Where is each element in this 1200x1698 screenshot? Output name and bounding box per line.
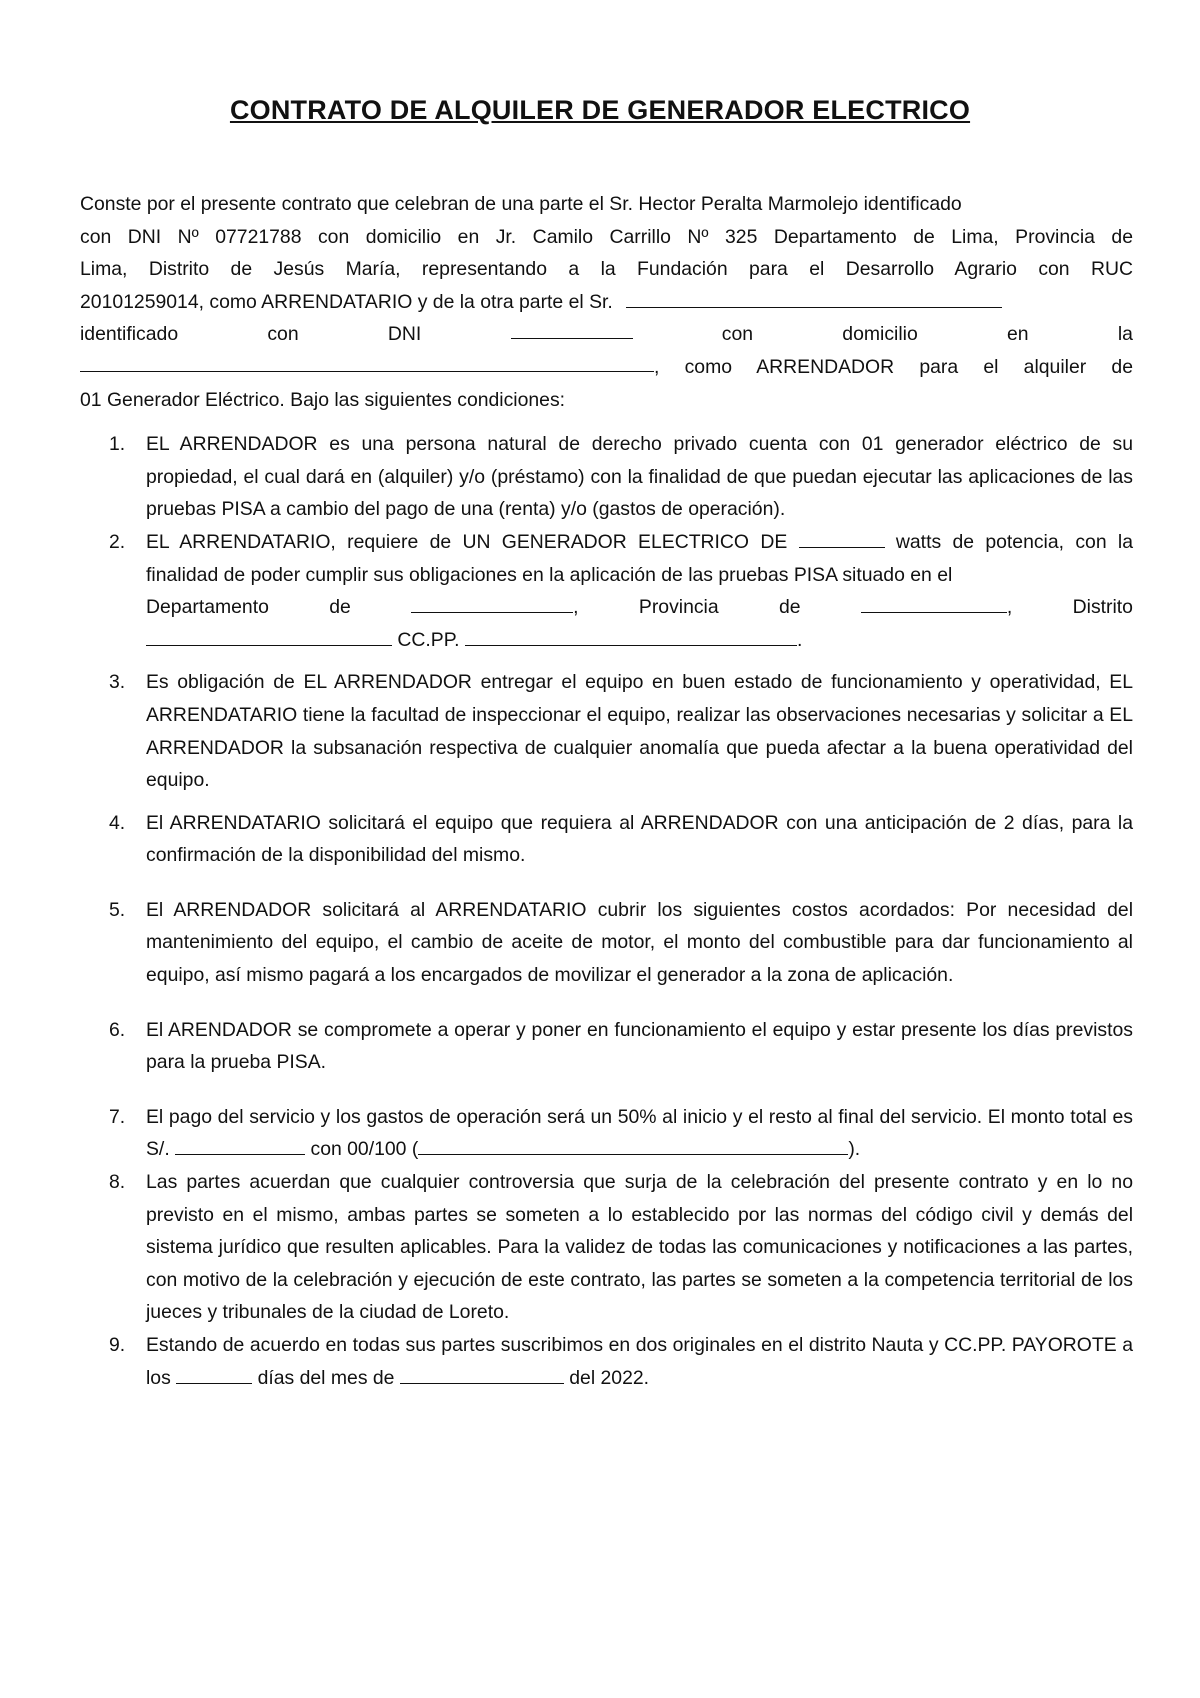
- clause-text: CC.PP.: [397, 628, 460, 651]
- ccpp-blank[interactable]: [465, 625, 797, 646]
- clause-text: watts de potencia, con la finalidad de poder cumplir sus obligaciones en la aplicación de las pruebas PISA situado en el: [146, 530, 1133, 586]
- provincia-blank[interactable]: [861, 592, 1007, 613]
- clauses-list: [80, 428, 1133, 1394]
- intro-line: [80, 351, 1133, 384]
- clause-word: ,: [1006, 596, 1013, 619]
- clause-item: [80, 1329, 1133, 1394]
- arrendador-dni-blank[interactable]: [511, 318, 633, 339]
- departamento-blank[interactable]: [411, 592, 573, 613]
- clause-word: de: [329, 596, 351, 619]
- intro-word: con: [721, 323, 754, 346]
- distrito-blank[interactable]: [146, 625, 392, 646]
- clause-word: Departamento: [146, 596, 269, 619]
- clause-text: Es obligación de EL ARRENDADOR entregar el equipo en buen estado de funcionamiento y operatividad, EL ARRENDATARIO tiene la facultad de inspeccionar el equipo, realizar las observaciones necesarias y solicitar a EL ARRENDADOR la subsanación respectiva de cualquier anomalía que pueda afectar a la buena operatividad del equipo.: [146, 671, 1133, 792]
- clause-item: [80, 894, 1133, 992]
- clause-text: EL ARRENDADOR es una persona natural de derecho privado cuenta con 01 generador eléctrico de su propiedad, el cual dará en (alquiler) y/o (préstamo) con la finalidad de que puedan ejecutar las aplicaciones de las pruebas PISA a cambio del pago de una (renta) y/o (gastos de operación).: [146, 433, 1133, 521]
- intro-word: la: [1117, 323, 1133, 346]
- intro-line: [80, 188, 1133, 221]
- intro-word: en: [1006, 323, 1029, 346]
- intro-word: domicilio: [842, 323, 918, 346]
- intro-line: [80, 221, 1133, 254]
- clause-number: 4.: [109, 811, 126, 834]
- arrendador-address-blank[interactable]: [80, 351, 654, 372]
- clause-item: [80, 1101, 1133, 1166]
- mes-blank[interactable]: [400, 1363, 564, 1384]
- clause-number: 6.: [109, 1018, 126, 1041]
- intro-text: Conste por el presente contrato que celebran de una parte el Sr. Hector Peralta Marmolejo identificado: [80, 193, 962, 215]
- clause-number: 2.: [109, 530, 126, 553]
- clause-item: [80, 428, 1133, 526]
- clause-number: 3.: [109, 671, 126, 694]
- clause-text: EL ARRENDATARIO, requiere de UN GENERADOR ELECTRICO DE: [146, 530, 788, 553]
- clause-number: 9.: [109, 1334, 126, 1356]
- intro-paragraph: [80, 188, 1133, 416]
- clause-word: Distrito: [1072, 596, 1133, 619]
- clause-text: con 00/100 (: [310, 1138, 419, 1161]
- clause-number: 8.: [109, 1171, 126, 1194]
- clause-text: días del mes de: [257, 1366, 395, 1389]
- intro-text: 01 Generador Eléctrico. Bajo las siguientes condiciones:: [80, 388, 566, 411]
- dias-blank[interactable]: [176, 1363, 252, 1384]
- intro-line: [80, 253, 1133, 286]
- clause-text: Las partes acuerdan que cualquier controversia que surja de la celebración del presente contrato y en lo no previsto en el mismo, ambas partes se someten a lo establecido por las normas del código civil y demás del sistema jurídico que resulten aplicables. Para la validez de todas las comunicaciones y notificaciones a las partes, con motivo de la celebración y ejecución de este contrato, las partes se someten a la competencia territorial de los jueces y tribunales de la ciudad de Loreto.: [146, 1171, 1133, 1324]
- intro-line: [80, 384, 1133, 417]
- intro-word: DNI: [387, 323, 422, 346]
- clause-line: [146, 624, 1133, 657]
- intro-word: con: [267, 323, 299, 346]
- intro-line: [80, 286, 1133, 319]
- intro-text: con DNI Nº 07721788 con domicilio en Jr. Camilo Carrillo Nº 325 Departamento de Lima, Provincia de: [80, 225, 1133, 248]
- clause-word: ,: [573, 596, 579, 619]
- document-body: [80, 188, 1133, 1394]
- clause-line: [146, 591, 1133, 624]
- clause-text: El ARRENDATARIO solicitará el equipo que requiera al ARRENDADOR con una anticipación de 2 días, para la confirmación de la disponibilidad del mismo.: [146, 811, 1133, 867]
- clause-number: 1.: [109, 433, 126, 456]
- clause-text: El ARRENDADOR solicitará al ARRENDATARIO cubrir los siguientes costos acordados: Por necesidad del mantenimiento del equipo, el cambio de aceite de motor, el monto del combustible para dar funcionamiento al equipo, así mismo pagará a los encargados de movilizar el generador a la zona de aplicación.: [146, 898, 1133, 987]
- intro-text: 20101259014, como ARRENDATARIO y de la otra parte el Sr.: [80, 290, 613, 313]
- clause-text: El pago del servicio y los gastos de operación será un 50% al inicio y el resto al final del servicio. El monto total es S/.: [146, 1105, 1133, 1161]
- clause-number: 7.: [109, 1105, 126, 1128]
- intro-text: Lima, Distrito de Jesús María, representando a la Fundación para el Desarrollo Agrario con RUC: [80, 258, 1133, 281]
- clause-word: Provincia: [638, 596, 719, 619]
- clause-text: El ARENDADOR se compromete a operar y poner en funcionamiento el equipo y estar presente los días previstos para la prueba PISA.: [146, 1018, 1133, 1074]
- clause-text: Estando de acuerdo en todas sus partes suscribimos en dos originales en el distrito Nauta y CC.PP. PAYOROTE a los: [146, 1334, 1133, 1389]
- clause-word: de: [778, 596, 801, 619]
- intro-line: [80, 318, 1133, 351]
- clause-text: del 2022.: [569, 1366, 650, 1389]
- clause-item: [80, 526, 1133, 656]
- arrendador-name-blank[interactable]: [626, 287, 1002, 308]
- clause-text: .: [796, 628, 803, 651]
- intro-text: , como ARRENDADOR para el alquiler de: [654, 355, 1133, 378]
- intro-word: identificado: [80, 323, 179, 346]
- monto-blank[interactable]: [175, 1134, 305, 1155]
- clause-text: ).: [848, 1138, 861, 1161]
- clause-number: 5.: [109, 898, 126, 921]
- clause-item: [80, 666, 1133, 796]
- monto-letras-blank[interactable]: [418, 1134, 848, 1155]
- clause-item: [80, 1166, 1133, 1329]
- clause-item: [80, 807, 1133, 872]
- clause-item: [80, 1014, 1133, 1079]
- watts-blank[interactable]: [799, 527, 885, 548]
- document-title: CONTRATO DE ALQUILER DE GENERADOR ELECTRICO: [229, 95, 971, 125]
